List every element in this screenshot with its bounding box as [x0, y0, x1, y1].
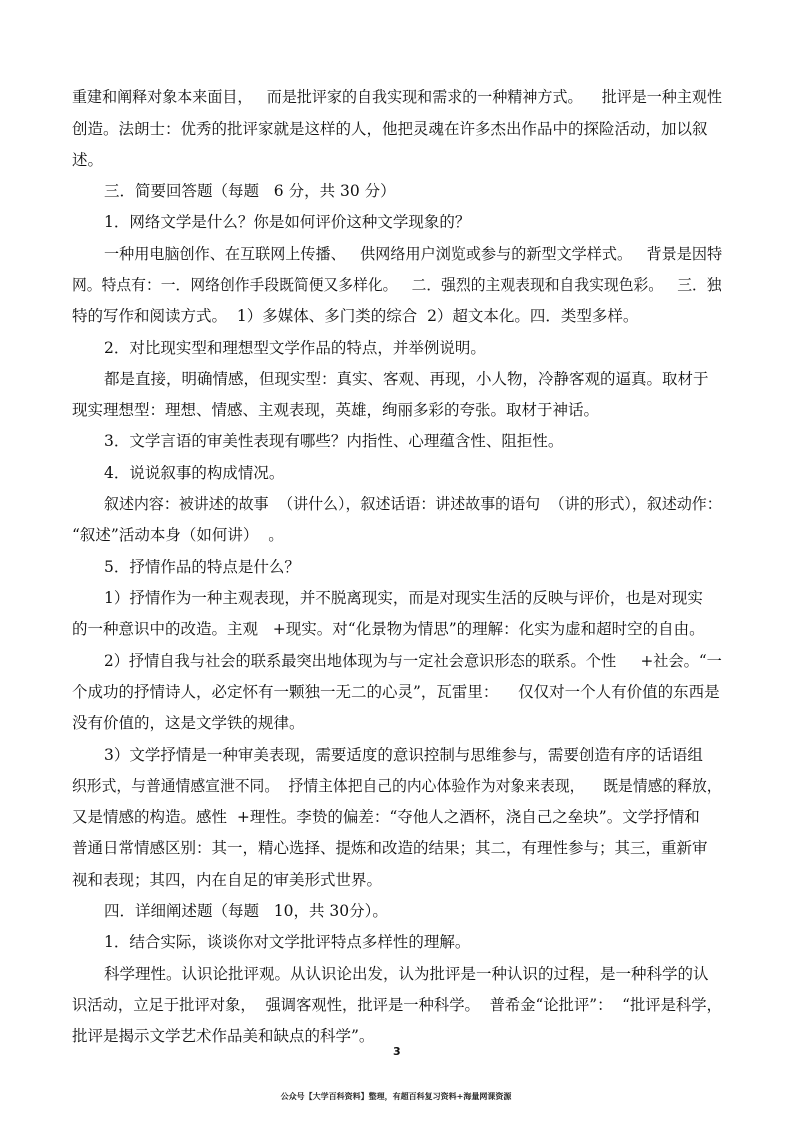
text-line: 都是直接，明确情感，但现实型：真实、客观、再现，小人物，冷静客观的逼真。取材于 [104, 370, 709, 388]
footer-note: 公众号【大学百科资料】整理，有超百科复习资料+海量网课资源 [280, 1092, 512, 1101]
text-line: 个成功的抒情诗人，必定怀有一颗独一无二的心灵”，瓦雷里： 仅仅对一个人有价值的东西是 [72, 683, 720, 701]
question-heading: 3．文学言语的审美性表现有哪些？内指性、心理蕴含性、阻拒性。 [104, 432, 564, 450]
question-heading: 1．网络文学是什么？你是如何评价这种文学现象的？ [104, 213, 471, 231]
text-line: 普通日常情感区别：其一，精心选择、提炼和改造的结果；其二，有理性参与；其三，重新审 [72, 839, 708, 857]
text-line: 没有价值的，这是文学铁的规律。 [72, 714, 305, 732]
text-line: 3）文学抒情是一种审美表现，需要适度的意识控制与思维参与，需要创造有序的话语组 [104, 746, 703, 764]
text-line: 的一种意识中的改造。主观 +现实。对“化景物为情思”的理解：化实为虚和超时空的自由。 [72, 620, 705, 638]
text-line: 1）抒情作为一种主观表现，并不脱离现实，而是对现实生活的反映与评价，也是对现实 [104, 589, 703, 607]
section-heading: 四．详细阐述题（每题 10，共 30分）。 [104, 902, 388, 920]
text-line: 一种用电脑创作、在互联网上传播、 供网络用户浏览或参与的新型文学样式。 背景是因特 [104, 245, 723, 263]
question-heading: 4．说说叙事的构成情况。 [104, 464, 285, 482]
text-line: 2）抒情自我与社会的联系最突出地体现为与一定社会意识形态的联系。个性 +社会。“一 [104, 652, 722, 670]
text-line: 述。 [72, 151, 104, 169]
question-heading: 2．对比现实型和理想型文学作品的特点，并举例说明。 [104, 339, 486, 357]
text-line: 批评是揭示文学艺术作品美和缺点的科学”。 [72, 1027, 375, 1045]
text-line: 网。特点有：一．网络创作手段既简便又多样化。 二．强烈的主观表现和自我实现色彩。 三．独 [72, 276, 722, 294]
question-heading: 5．抒情作品的特点是什么？ [104, 558, 300, 576]
text-line: 识活动，立足于批评对象， 强调客观性，批评是一种科学。 普希金“论批评”： “批评是科学， [72, 996, 722, 1014]
text-line: 视和表现；其四，内在自足的审美形式世界。 [72, 871, 383, 889]
text-line: 又是情感的构造。感性 +理性。李贽的偏差：“夺他人之酒杯，浇自己之垒块”。文学抒情和 [72, 808, 700, 826]
text-line: 织形式，与普通情感宣泄不同。 抒情主体把自己的内心体验作为对象来表现， 既是情感的释放， [72, 777, 722, 795]
text-line: 现实理想型：理想、情感、主观表现，英雄，绚丽多彩的夸张。取材于神话。 [72, 401, 600, 419]
text-line: “叙述”活动本身（如何讲） 。 [72, 526, 284, 544]
text-line: 科学理性。认识论批评观。从认识论出发，认为批评是一种认识的过程，是一种科学的认 [104, 965, 709, 983]
question-heading: 1．结合实际，谈谈你对文学批评特点多样性的理解。 [104, 933, 471, 951]
text-line: 创造。法朗士：优秀的批评家就是这样的人，他把灵魂在许多杰出作品中的探险活动，加以叙 [72, 120, 708, 138]
page-number: 3 [393, 1045, 401, 1058]
text-line: 叙述内容：被讲述的故事 （讲什么），叙述话语：讲述故事的语句 （讲的形式），叙述动作： [104, 495, 722, 513]
section-heading: 三．简要回答题（每题 6 分，共 30 分） [104, 182, 396, 200]
text-line: 特的写作和阅读方式。 1）多媒体、多门类的综合 2）超文本化。四．类型多样。 [72, 307, 639, 325]
text-line: 重建和阐释对象本来面目， 而是批评家的自我实现和需求的一种精神方式。 批评是一种主观性 [72, 88, 722, 106]
